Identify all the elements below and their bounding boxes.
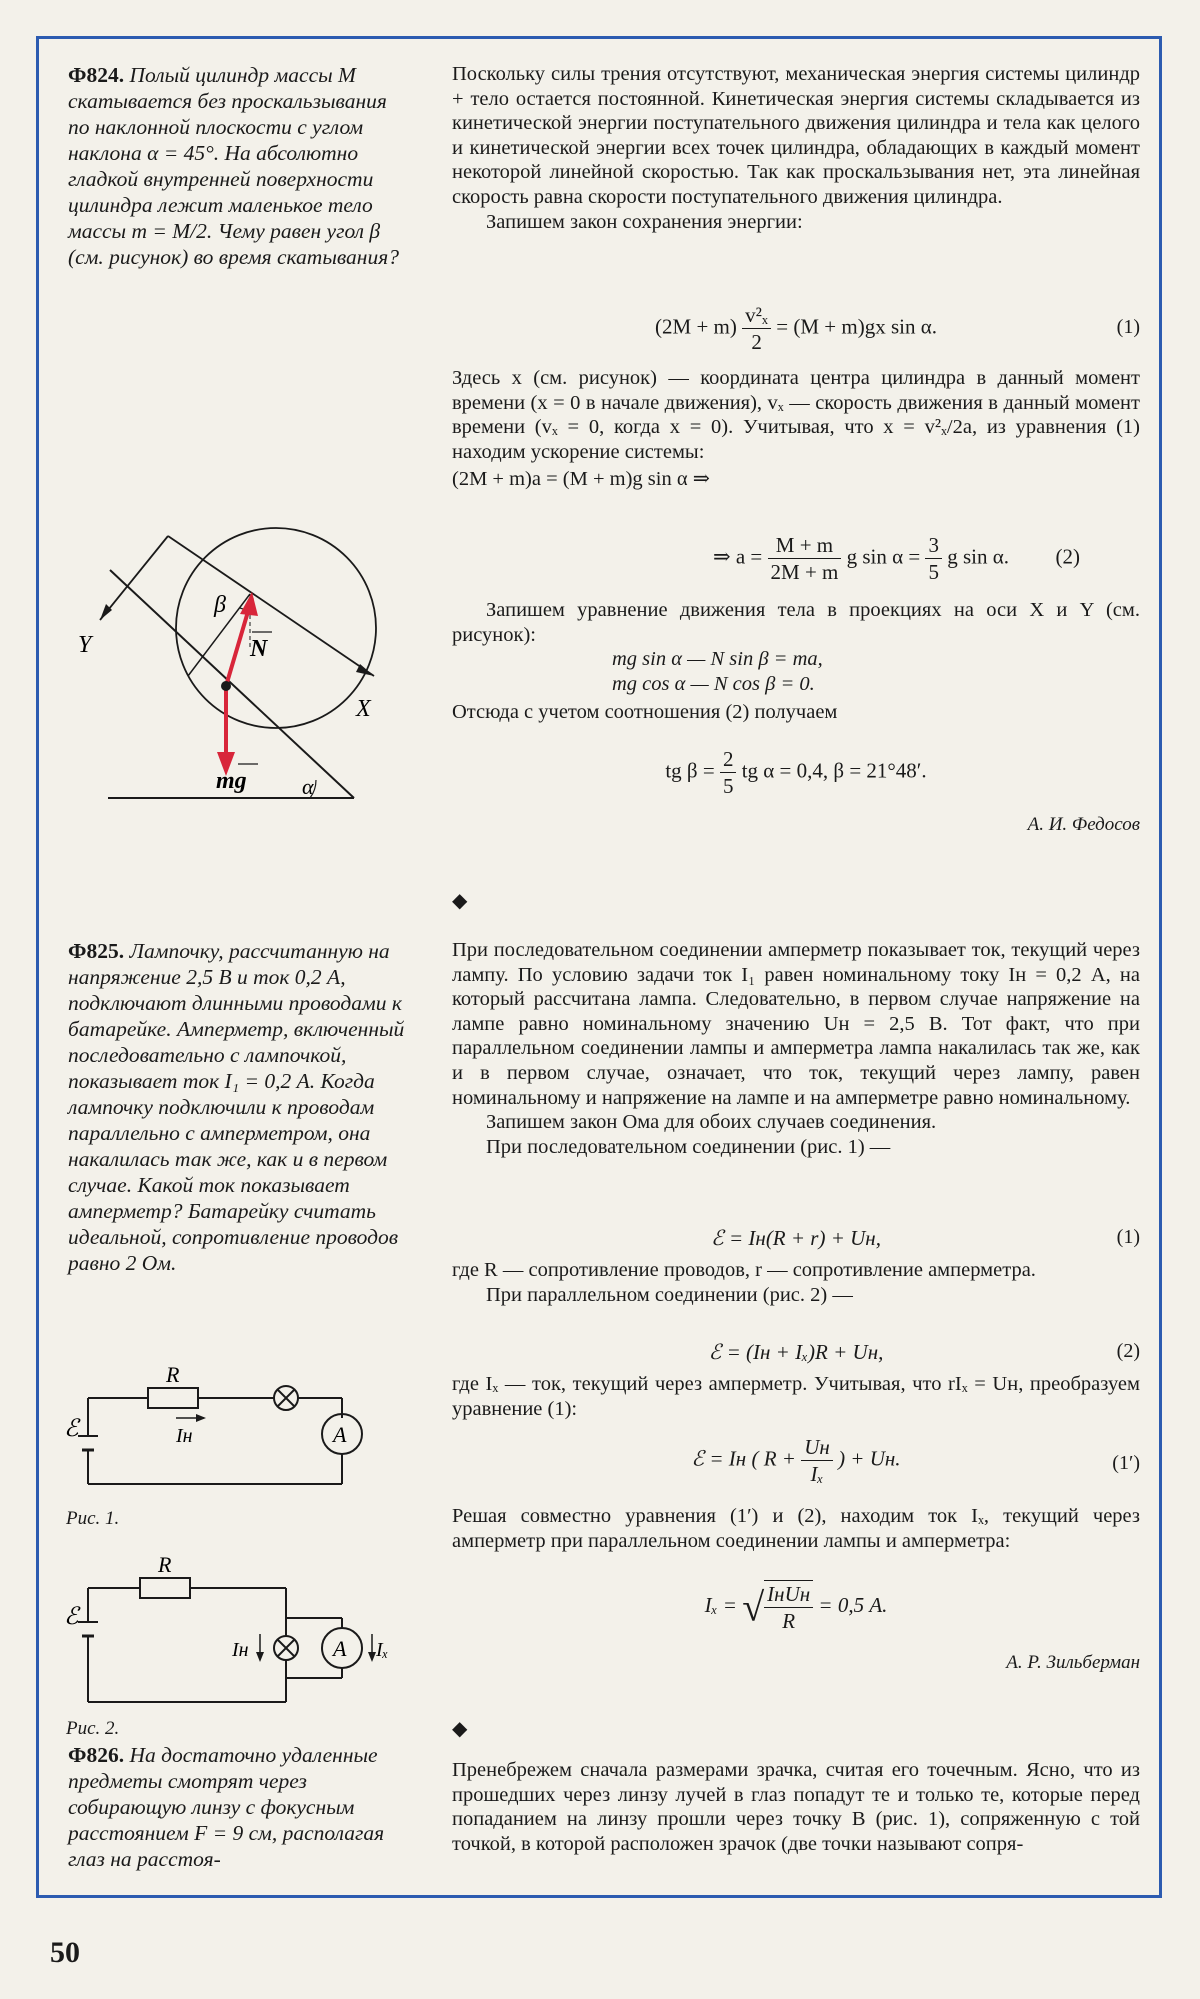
f824-eq4-frac xyxy=(720,746,737,799)
f824-sol-p5: Отсюда с учетом соотношения (2) получаем xyxy=(452,701,838,724)
f825-solution-3 xyxy=(452,1372,1140,1421)
f825-fig2-Ix: Iₓ xyxy=(376,1639,389,1661)
f825-figure-2 xyxy=(64,1552,389,1722)
f826-id: Ф826. xyxy=(68,1743,125,1767)
f825-fig1-In: Iн xyxy=(176,1425,193,1447)
f825-fig2-E: ℰ xyxy=(64,1604,79,1630)
f824-eq1-left: (2M + m) xyxy=(655,314,737,339)
f825-eq4-num: IнUн xyxy=(764,1581,813,1608)
page-number: 50 xyxy=(50,1936,80,1969)
f825-eq4-frac xyxy=(764,1580,813,1634)
f825-solution-2 xyxy=(452,1258,1140,1307)
f824-eq2-den2: 5 xyxy=(928,560,939,584)
f824-eq2-num2: 3 xyxy=(925,532,942,559)
f825-id: Ф825. xyxy=(68,939,125,963)
diamond-separator-1: ◆ xyxy=(452,890,468,912)
f825-equation-2: ℰ = (Iн + Iₓ)R + Uн, xyxy=(708,1340,884,1364)
f825-figure-1 xyxy=(64,1336,384,1506)
f825-eq3-post: ) + Uн. xyxy=(838,1446,901,1471)
f825-eq2-number: (2) xyxy=(1116,1340,1140,1362)
f824-eq1-num: v²ₓ xyxy=(742,302,771,329)
f825-sol-p4: где R — сопротивление проводов, r — сопротивление амперметра. xyxy=(452,1259,1036,1281)
f824-eq2-line1: (2M + m)a = (M + m)g sin α ⇒ xyxy=(452,468,710,491)
f825-equation-1: ℰ = Iн(R + r) + Uн, xyxy=(711,1226,881,1250)
f824-equation-2 xyxy=(452,532,1140,585)
f825-sol-p2: Запишем закон Ома для обоих случаев соединения. xyxy=(486,1111,937,1134)
f824-author: А. И. Федосов xyxy=(1027,814,1140,835)
f824-eq4-den: 5 xyxy=(722,774,734,798)
diamond-separator-2: ◆ xyxy=(452,1718,468,1740)
f824-eq4-num: 2 xyxy=(720,746,737,773)
f825-eq3-frac xyxy=(801,1434,833,1487)
f824-fig-X: X xyxy=(356,696,371,722)
f824-problem-text: Полый цилиндр массы M скатывается без проскальзывания по наклонной плоскости с углом наклона α = 45°. На абсолютно гладкой внутренней поверхности цилиндра лежит маленькое тело массы m = M/2. Чему равен угол β (см. рисунок) во время скатывания? xyxy=(68,63,399,269)
f824-solution-2 xyxy=(452,366,1140,492)
f825-equation-3 xyxy=(452,1434,1140,1487)
f824-sol-p3: Здесь x (см. рисунок) — координата центра цилиндра в данный момент времени (x = 0 в начале движения), vₓ — скорость движения в данный момент времени (vₓ = 0, когда x = 0). Учитывая, что x = v²ₓ/2a, из уравнения (1) находим ускорение системы: xyxy=(452,367,1140,463)
f824-eq2-den: 2M + m xyxy=(770,560,839,584)
f824-eq2-num: M + m xyxy=(768,532,842,559)
f824-eq2-mid: g sin α = xyxy=(846,544,921,569)
f824-eq4-post: tg α = 0,4, β = 21°48′. xyxy=(741,758,927,783)
f824-eq4-pre: tg β = xyxy=(665,758,715,783)
f826-sol-p1: Пренебрежем сначала размерами зрачка, считая его точечным. Ясно, что из прошедших через линзу лучей в глаз попадут те и только те, которые перед попаданием на линзу прошли через точку B (рис. 1), сопряженную с той точкой, в которой расположен зрачок (две точки называют сопря- xyxy=(452,1759,1140,1855)
f824-fig-alpha: α xyxy=(302,774,314,799)
f825-fig2-R: R xyxy=(158,1552,172,1577)
f824-eq1-den: 2 xyxy=(751,330,762,354)
f824-problem xyxy=(68,62,413,270)
f824-eq3a: mg sin α — N sin β = ma, xyxy=(612,648,823,671)
f824-eq3b: mg cos α — N cos β = 0. xyxy=(612,672,815,695)
f825-solution-4 xyxy=(452,1504,1140,1553)
f824-solution-3 xyxy=(452,598,1140,725)
f825-sol-p7: Решая совместно уравнения (1′) и (2), находим ток Iₓ, текущий через амперметр при параллельном соединении лампы и амперметра: xyxy=(452,1505,1140,1552)
f824-eq2-pre: ⇒ a = xyxy=(713,544,763,569)
f825-sol-p3: При последовательном соединении (рис. 1) — xyxy=(486,1135,891,1158)
f824-sol-p4: Запишем уравнение движения тела в проекциях на оси X и Y (см. рисунок): xyxy=(452,599,1140,646)
f825-fig2-In: Iн xyxy=(232,1639,249,1661)
f824-eq1-number: (1) xyxy=(1116,316,1140,338)
f825-fig2-caption: Рис. 2. xyxy=(66,1718,120,1739)
f825-problem xyxy=(68,938,413,1276)
f824-eq2-frac2 xyxy=(925,532,942,585)
f824-fig-mg: mg xyxy=(216,768,247,794)
f826-problem-text: На достаточно удаленные предметы смотрят через собирающую линзу с фокусным расстоянием F = 9 см, располагая глаз на расстоя- xyxy=(68,1743,385,1871)
f824-eq1-right: = (M + m)gx sin α. xyxy=(776,314,937,339)
f824-fig-N: N xyxy=(250,636,268,662)
f825-fig1-E: ℰ xyxy=(64,1416,79,1442)
f824-eq1-frac xyxy=(742,302,771,355)
f825-eq3-number: (1′) xyxy=(1112,1452,1140,1474)
f825-sol-p1: При последовательном соединении амперметр показывает ток, текущий через лампу. По условию задачи ток I₁ равен номинальному току Iн = 0,2 А, на который рассчитана лампа. Следовательно, в первом случае напряжение на лампе равно номинальному значению Uн = 2,5 В. Тот факт, что при параллельном соединении лампы и амперметра лампа накалилась так же, как и в первом случае, означает, что ток, текущий через лампу, равен номинальному и напряжение на лампе и на амперметре равно номинальному. xyxy=(452,939,1140,1109)
f825-sol-p5: При параллельном соединении (рис. 2) — xyxy=(486,1283,853,1306)
f824-equation-4 xyxy=(452,746,1140,799)
f825-eq3-pre: ℰ = Iн ( R + xyxy=(691,1446,796,1471)
f826-solution-1 xyxy=(452,1758,1140,1856)
f825-eq1-number: (1) xyxy=(1116,1226,1140,1248)
f824-fig-Y: Y xyxy=(78,632,92,658)
f825-eq4-pre: Iₓ = xyxy=(704,1592,737,1617)
f825-solution-1 xyxy=(452,938,1140,1159)
f825-eq4-post: = 0,5 А. xyxy=(818,1592,888,1617)
f824-solution-1 xyxy=(452,62,1140,234)
f825-fig1-R: R xyxy=(166,1362,180,1387)
f824-eq2-frac1 xyxy=(768,532,842,585)
f824-sol-p1: Поскольку силы трения отсутствуют, механическая энергия системы цилиндр + тело остается постоянной. Кинетическая энергия системы складывается из кинетической энергии поступательного движения цилиндра и тела как целого и кинетической энергии всех точек цилиндра, обладающих в каждый момент некоторой линейной скоростью. Так как проскальзывания нет, эта линейная скорость равна скорости поступательного движения цилиндра. xyxy=(452,63,1140,208)
f824-figure xyxy=(64,480,394,810)
f824-fig-beta: β xyxy=(214,592,226,618)
f826-problem xyxy=(68,1742,413,1872)
f825-equation-4: Iₓ = √ $\frac{\text{IнUн}}{R}$ = 0,5 А. xyxy=(704,1582,888,1633)
f825-fig1-caption: Рис. 1. xyxy=(66,1508,120,1529)
f825-fig1-A: A xyxy=(333,1422,347,1447)
f825-eq4-den: R xyxy=(782,1609,796,1633)
f825-eq3-num: Uн xyxy=(801,1434,833,1461)
f825-sol-p6: где Iₓ — ток, текущий через амперметр. Учитывая, что rIₓ = Uн, преобразуем уравнение (1): xyxy=(452,1373,1140,1420)
f825-author: А. Р. Зильберман xyxy=(1006,1652,1140,1673)
f824-equation-1 xyxy=(452,302,1140,355)
f824-eq2-number: (2) xyxy=(1055,544,1080,569)
f825-problem-text: Лампочку, рассчитанную на напряжение 2,5 В и ток 0,2 А, подключают длинными проводами к батарейке. Амперметр, включенный последовательно с лампочкой, показывает ток I₁ = 0,2 А. Когда лампочку подключили к проводам параллельно с амперметром, она накалилась так же, как и в первом случае. Какой ток показывает амперметр? Батарейку считать идеальной, сопротивление проводов равно 2 Ом. xyxy=(68,939,405,1275)
f824-eq2-post: g sin α. xyxy=(947,544,1009,569)
f824-sol-p2: Запишем закон сохранения энергии: xyxy=(486,210,803,233)
f824-id: Ф824. xyxy=(68,63,125,87)
f825-fig2-A: A xyxy=(333,1636,347,1661)
f825-eq3-den: Iₓ xyxy=(810,1462,824,1486)
